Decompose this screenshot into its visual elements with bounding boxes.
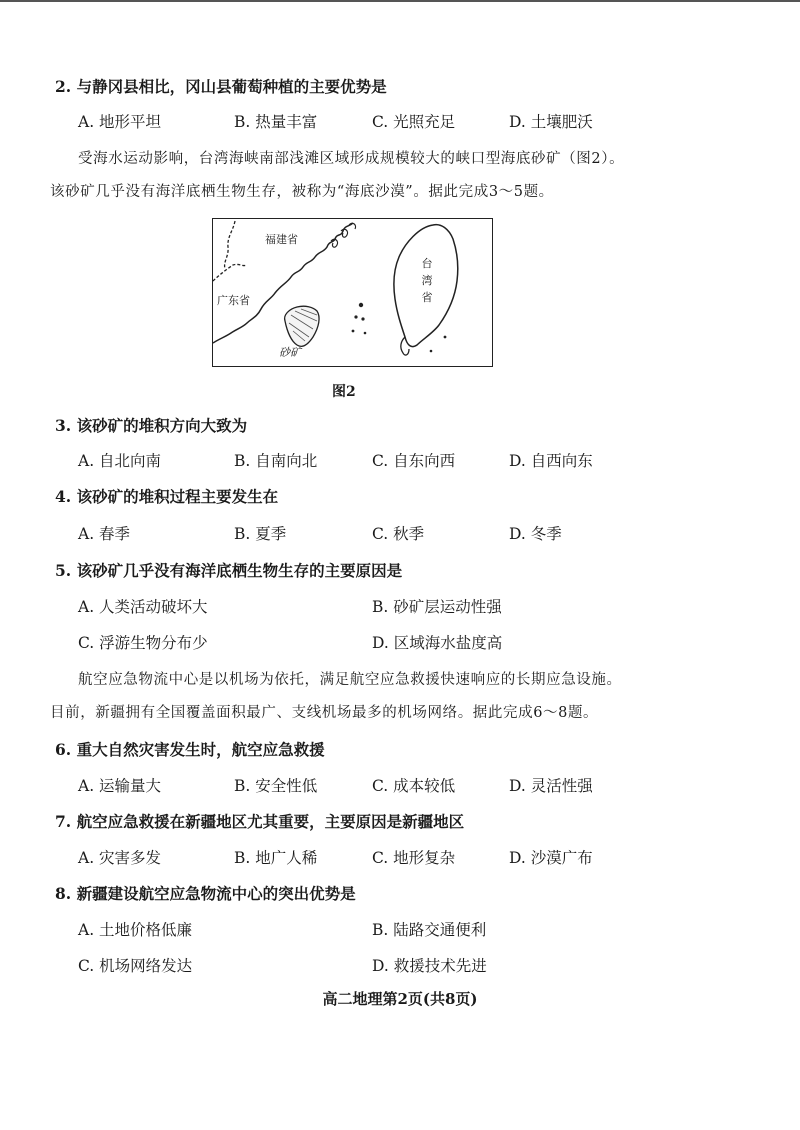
question-4-option-b: B. 夏季 xyxy=(234,525,287,543)
question-6-stem: 6. 重大自然灾害发生时，航空应急救援 xyxy=(55,740,325,759)
question-3-option-c: C. 自东向西 xyxy=(372,452,456,470)
question-6-option-a: A. 运输量大 xyxy=(78,777,162,795)
question-4-option-a: A. 春季 xyxy=(78,525,131,543)
question-6-option-d: D. 灵活性强 xyxy=(509,777,593,795)
page-footer: 高二地理第2页(共8页) xyxy=(322,990,478,1008)
passage-2-line-1: 航空应急物流中心是以机场为依托，满足航空应急救援快速响应的长期应急设施。 xyxy=(78,672,622,688)
question-8-option-d: D. 救援技术先进 xyxy=(372,957,487,975)
question-8-option-b: B. 陆路交通便利 xyxy=(372,921,487,939)
question-3-option-d: D. 自西向东 xyxy=(509,452,593,470)
question-8-stem: 8. 新疆建设航空应急物流中心的突出优势是 xyxy=(55,884,356,903)
question-2-option-a: A. 地形平坦 xyxy=(78,113,162,131)
question-7-option-c: C. 地形复杂 xyxy=(372,849,456,867)
question-4-option-c: C. 秋季 xyxy=(372,525,425,543)
figure-2-map xyxy=(212,218,493,367)
question-4-stem: 4. 该砂矿的堆积过程主要发生在 xyxy=(55,487,279,506)
question-5-stem: 5. 该砂矿几乎没有海洋底栖生物生存的主要原因是 xyxy=(55,561,403,580)
question-7-stem: 7. 航空应急救援在新疆地区尤其重要，主要原因是新疆地区 xyxy=(55,812,465,831)
figure-caption: 图2 xyxy=(332,384,356,400)
question-2-stem: 2. 与静冈县相比，冈山县葡萄种植的主要优势是 xyxy=(55,77,387,96)
question-5-option-a: A. 人类活动破坏大 xyxy=(78,598,208,616)
question-2-option-d: D. 土壤肥沃 xyxy=(509,113,593,131)
question-8-option-c: C. 机场网络发达 xyxy=(78,957,193,975)
question-3-stem: 3. 该砂矿的堆积方向大致为 xyxy=(55,416,248,435)
question-5-option-b: B. 砂矿层运动性强 xyxy=(372,598,502,616)
passage-1-line-1: 受海水运动影响，台湾海峡南部浅滩区域形成规模较大的峡口型海底砂矿（图2）。 xyxy=(78,151,625,167)
sand-deposit-label: 砂矿 xyxy=(279,346,301,359)
question-3-option-b: B. 自南向北 xyxy=(234,452,318,470)
question-3-option-a: A. 自北向南 xyxy=(78,452,162,470)
guangdong-label: 广东省 xyxy=(217,294,250,307)
question-4-option-d: D. 冬季 xyxy=(509,525,562,543)
passage-2-line-2: 目前，新疆拥有全国覆盖面积最广、支线机场最多的机场网络。据此完成6～8题。 xyxy=(50,705,599,721)
question-7-option-b: B. 地广人稀 xyxy=(234,849,318,867)
map-drawing xyxy=(213,219,492,366)
sand-deposit-shape xyxy=(285,306,319,346)
passage-1-line-2: 该砂矿几乎没有海洋底栖生物生存，被称为“海底沙漠”。据此完成3～5题。 xyxy=(50,184,554,200)
top-border-line xyxy=(0,0,800,2)
question-6-option-c: C. 成本较低 xyxy=(372,777,456,795)
fujian-label: 福建省 xyxy=(265,233,298,246)
question-2-option-b: B. 热量丰富 xyxy=(234,113,318,131)
question-5-option-c: C. 浮游生物分布少 xyxy=(78,634,208,652)
question-2-option-c: C. 光照充足 xyxy=(372,113,456,131)
question-8-option-a: A. 土地价格低廉 xyxy=(78,921,193,939)
question-7-option-a: A. 灾害多发 xyxy=(78,849,162,867)
question-7-option-d: D. 沙漠广布 xyxy=(509,849,593,867)
question-5-option-d: D. 区域海水盐度高 xyxy=(372,634,503,652)
question-6-option-b: B. 安全性低 xyxy=(234,777,318,795)
taiwan-label: 台湾省 xyxy=(421,257,433,304)
